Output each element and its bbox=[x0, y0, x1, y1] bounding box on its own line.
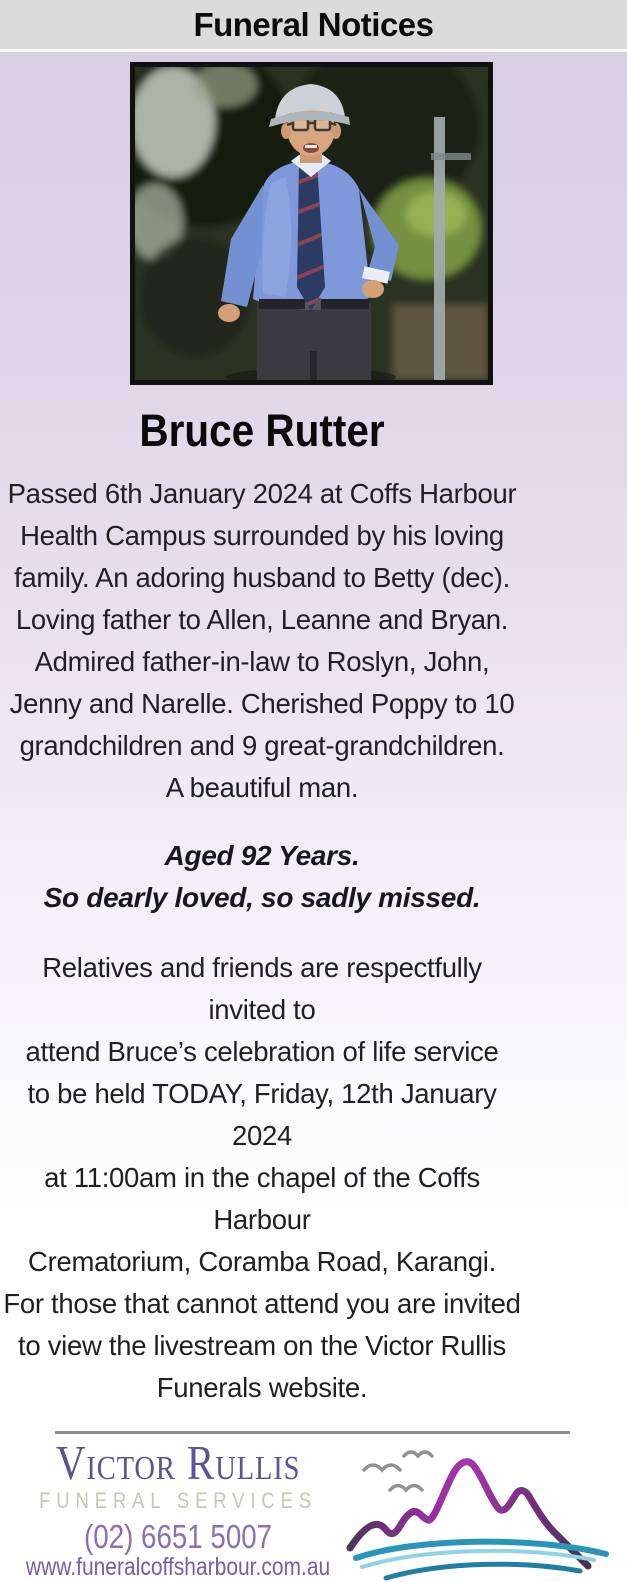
website-url: www.funeralcoffsharbour.com.au bbox=[25, 1553, 331, 1582]
text-line: Aged 92 Years. bbox=[164, 840, 360, 871]
deceased-name: Bruce Rutter bbox=[139, 405, 385, 456]
text-line: Passed 6th January 2024 at Coffs Harbour bbox=[7, 478, 517, 509]
service-details-paragraph bbox=[0, 947, 524, 1409]
text-line: Relatives and friends are respectfully invited to bbox=[42, 952, 482, 1025]
waves-icon bbox=[356, 1542, 606, 1578]
funeral-home-footer bbox=[0, 1431, 627, 1582]
text-line: Loving father to Allen, Leanne and Bryan. bbox=[15, 604, 509, 635]
photo-illustration bbox=[135, 67, 488, 380]
text-line: Jenny and Narelle. Cherished Poppy to 10 bbox=[9, 688, 515, 719]
left-hand bbox=[218, 304, 240, 322]
text-line: to be held TODAY, Friday, 12th January 2024 bbox=[27, 1078, 497, 1151]
tribute-paragraph bbox=[0, 835, 524, 919]
brand-block bbox=[0, 1436, 352, 1582]
phone-number: (02) 6651 5007 bbox=[84, 1518, 273, 1556]
text-line: at 11:00am in the chapel of the Coffs Harbour bbox=[44, 1162, 480, 1235]
brand-text-group bbox=[0, 1435, 356, 1582]
text-line: Crematorium, Coramba Road, Karangi. bbox=[28, 1246, 496, 1277]
birds-icon bbox=[364, 1452, 432, 1490]
footer-row bbox=[0, 1436, 627, 1582]
text-line: family. An adoring husband to Betty (dec). bbox=[14, 562, 510, 593]
text-line: Funerals website. bbox=[156, 1372, 368, 1403]
trousers bbox=[257, 303, 371, 380]
text-line: A beautiful man. bbox=[165, 772, 359, 803]
notice-text-column bbox=[0, 405, 524, 1409]
brand-name: Victor Rullis bbox=[55, 1435, 301, 1490]
page-header bbox=[0, 0, 627, 49]
text-line: grandchildren and 9 great-grandchildren. bbox=[19, 730, 505, 761]
text-line: attend Bruce’s celebration of life service bbox=[25, 1036, 499, 1067]
brand-tagline: FUNERAL SERVICES bbox=[39, 1487, 318, 1513]
page-title: Funeral Notices bbox=[193, 5, 434, 43]
text-line: Admired father-in-law to Roslyn, John, bbox=[34, 646, 490, 677]
text-line: So dearly loved, so sadly missed. bbox=[43, 882, 481, 913]
obituary-paragraph bbox=[0, 473, 524, 809]
right-hand bbox=[362, 280, 384, 298]
text-line: to view the livestream on the Victor Rullis bbox=[18, 1330, 506, 1361]
funeral-home-logo bbox=[342, 1432, 627, 1582]
deceased-photo bbox=[130, 62, 493, 385]
text-line: Health Campus surrounded by his loving bbox=[20, 520, 504, 551]
text-line: For those that cannot attend you are invited bbox=[3, 1288, 521, 1319]
funeral-notice-card bbox=[0, 52, 627, 1582]
